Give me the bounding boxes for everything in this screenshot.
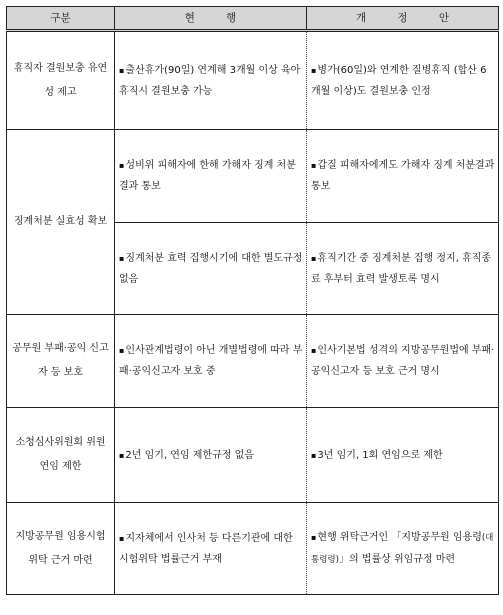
proposed-cell	[307, 408, 499, 503]
bullet-icon: ▪	[119, 253, 125, 263]
bullet-icon: ▪	[119, 65, 125, 75]
current-cell	[115, 408, 307, 503]
bullet-icon: ▪	[119, 450, 125, 460]
header-proposed: 개 정 안	[307, 7, 499, 31]
current-cell	[115, 315, 307, 408]
proposed-cell	[307, 130, 499, 223]
current-cell	[115, 223, 307, 315]
current-text: 2년 임기, 연임 제한규정 없음	[125, 449, 254, 461]
table-row	[7, 503, 499, 595]
table-row	[7, 31, 499, 130]
table-row	[7, 130, 499, 223]
bullet-icon: ▪	[311, 346, 317, 355]
bullet-icon: ▪	[119, 346, 125, 355]
current-cell	[115, 503, 307, 595]
proposed-text: 3년 임기, 1회 연임으로 제한	[317, 449, 443, 461]
current-text: 지자체에서 인사처 등 다른기관에 대한 시험위탁 법률근거 부재	[119, 532, 293, 565]
bullet-icon: ▪	[311, 253, 317, 263]
row-category: 징계처분 실효성 확보	[7, 130, 115, 315]
proposed-cell	[307, 503, 499, 595]
proposed-cell	[307, 315, 499, 408]
header-category: 구분	[7, 7, 115, 31]
table-row	[7, 315, 499, 408]
proposed-text: 인사기본법 성격의 지방공무원법에 부패·공익신고자 등 보호 근거 명시	[311, 345, 495, 377]
bullet-icon: ▪	[119, 161, 125, 170]
proposed-cell	[307, 31, 499, 130]
bullet-icon: ▪	[119, 533, 125, 543]
proposed-text: 병가(60일)와 연계한 질병휴직 (합산 6개월 이상)도 결원보충 인정	[311, 64, 487, 97]
row-category: 지방공무원 임용시험 위탁 근거 마련	[7, 503, 115, 595]
bullet-icon: ▪	[311, 532, 317, 542]
proposed-text: 휴직기간 중 징계처분 집행 정지, 휴직종료 후부터 효력 발생토록 명시	[311, 252, 492, 285]
row-category: 소청심사위원회 위원 연임 제한	[7, 408, 115, 503]
row-category: 휴직자 결원보충 유연성 제고	[7, 31, 115, 130]
bullet-icon: ▪	[311, 65, 317, 75]
current-cell	[115, 31, 307, 130]
current-text: 출산휴가(90일) 연계해 3개월 이상 육아휴직시 결원보충 가능	[119, 64, 301, 97]
current-text: 인사관계법령이 아닌 개별법령에 따라 부패·공익신고자 보호 중	[119, 345, 303, 377]
comparison-table	[6, 6, 499, 595]
table-header-row	[7, 7, 499, 31]
current-text: 징계처분 효력 집행시기에 대한 별도규정 없음	[119, 252, 303, 285]
row-category: 공무원 부패·공익 신고자 등 보호	[7, 315, 115, 408]
proposed-text-small: (대통령령)	[311, 532, 494, 565]
proposed-text: 갑질 피해자에게도 가해자 징계 처분결과 통보	[311, 160, 495, 192]
header-current: 현 행	[115, 7, 307, 31]
bullet-icon: ▪	[311, 450, 317, 460]
bullet-icon: ▪	[311, 161, 317, 170]
table-row	[7, 408, 499, 503]
proposed-cell	[307, 223, 499, 315]
proposed-text-tail: 」의 법률상 위임규정 마련	[338, 553, 456, 565]
proposed-text: 현행 위탁근거인 「지방공무원 임용령	[317, 531, 482, 543]
current-text: 성비위 피해자에 한해 가해자 징계 처분결과 통보	[119, 160, 296, 192]
current-cell	[115, 130, 307, 223]
